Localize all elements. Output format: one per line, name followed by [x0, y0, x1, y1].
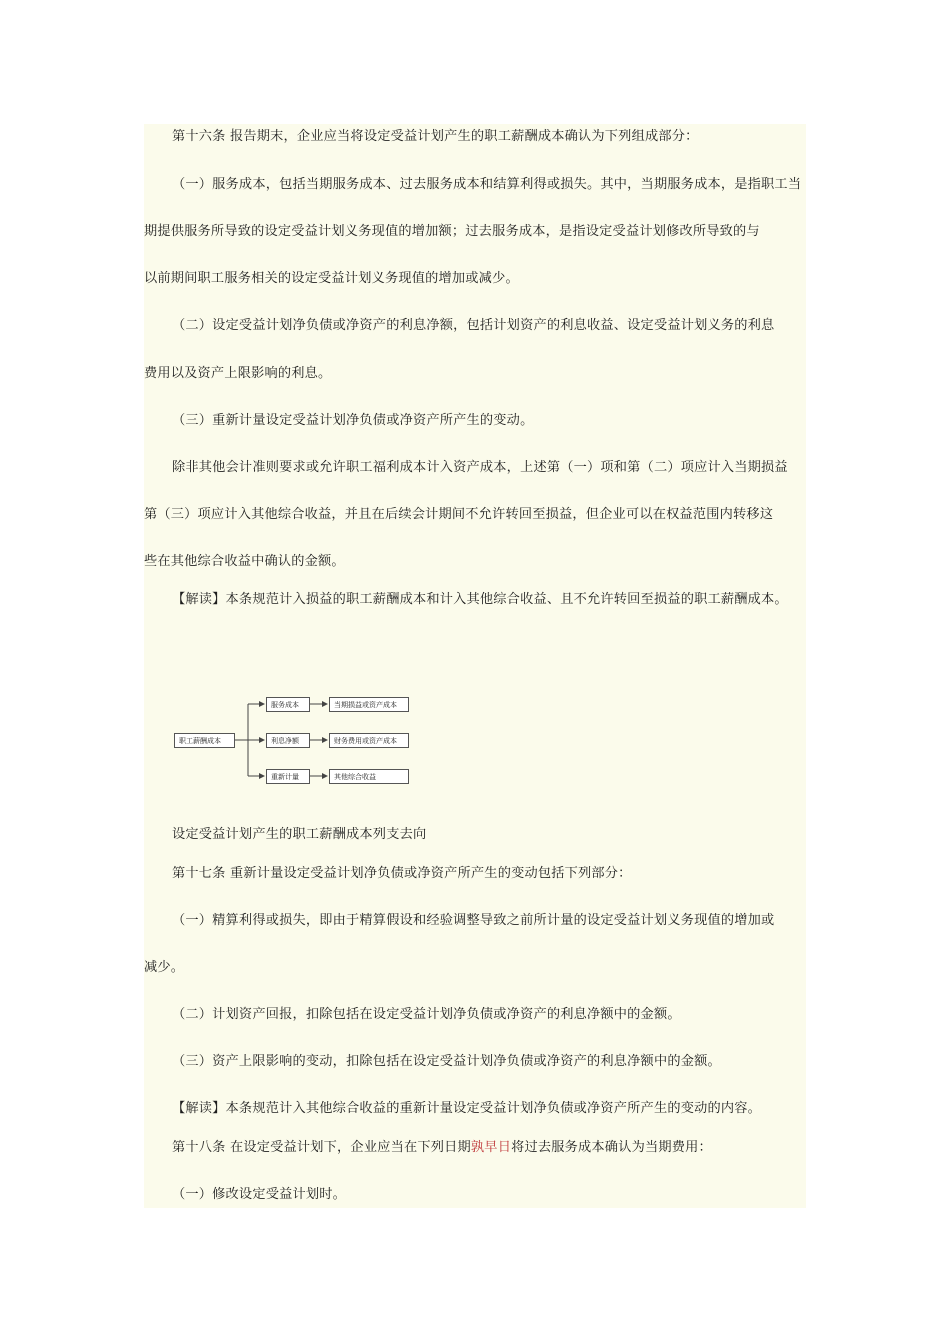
article-17-interpretation: 【解读】本条规范计入其他综合收益的重新计量设定受益计划净负债或净资产所产生的变动的内容。 [172, 1101, 762, 1116]
diagram-target-profit-loss: 当期损益或资产成本 [329, 697, 409, 712]
article-16-item-2-line-2: 费用以及资产上限影响的利息。 [144, 366, 332, 381]
article-16-item-1-line-1: （一）服务成本，包括当期服务成本、过去服务成本和结算利得或损失。其中，当期服务成本，是指职工当 [172, 177, 802, 192]
article-16-para-line-1: 除非其他会计准则要求或允许职工福利成本计入资产成本，上述第（一）项和第（二）项应计入当期损益 [172, 460, 788, 475]
article-17-item-1-line-2: 减少。 [144, 960, 185, 975]
article-18-item-1: （一）修改设定受益计划时。 [172, 1187, 347, 1202]
diagram-branch-net-interest: 利息净额 [266, 733, 310, 748]
article-18-heading [172, 1139, 712, 1157]
article-18-heading-pre: 第十八条 在设定受益计划下，企业应当在下列日期 [172, 1140, 471, 1155]
diagram-target-oci: 其他综合收益 [329, 769, 409, 784]
article-17-item-2: （二）计划资产回报，扣除包括在设定受益计划净负债或净资产的利息净额中的金额。 [172, 1007, 681, 1022]
article-16-para-line-2: 第（三）项应计入其他综合收益，并且在后续会计期间不允许转回至损益，但企业可以在权益范围内转移这 [144, 507, 774, 522]
document-page [144, 124, 806, 1208]
article-16-item-3: （三）重新计量设定受益计划净负债或净资产所产生的变动。 [172, 413, 534, 428]
diagram-caption: 设定受益计划产生的职工薪酬成本列支去向 [172, 827, 427, 842]
article-16-item-1-line-2: 期提供服务所导致的设定受益计划义务现值的增加额；过去服务成本，是指设定受益计划修改所导致的与 [144, 224, 760, 239]
article-16-interpretation: 【解读】本条规范计入损益的职工薪酬成本和计入其他综合收益、且不允许转回至损益的职工薪酬成本。 [172, 592, 788, 607]
article-17-item-1-line-1: （一）精算利得或损失，即由于精算假设和经验调整导致之前所计量的设定受益计划义务现值的增加或 [172, 913, 775, 928]
article-16-item-2-line-1: （二）设定受益计划净负债或净资产的利息净额，包括计划资产的利息收益、设定受益计划义务的利息 [172, 318, 775, 333]
diagram-root-box: 职工薪酬成本 [174, 733, 235, 748]
article-16-heading: 第十六条 报告期末，企业应当将设定受益计划产生的职工薪酬成本确认为下列组成部分： [172, 129, 699, 144]
article-16-item-1-line-3: 以前期间职工服务相关的设定受益计划义务现值的增加或减少。 [144, 271, 519, 286]
article-17-item-3: （三）资产上限影响的变动，扣除包括在设定受益计划净负债或净资产的利息净额中的金额。 [172, 1054, 721, 1069]
article-18-heading-post: 将过去服务成本确认为当期费用： [511, 1140, 712, 1155]
diagram-branch-service-cost: 服务成本 [266, 697, 310, 712]
diagram-target-finance-expense: 财务费用或资产成本 [329, 733, 409, 748]
article-16-para-line-3: 些在其他综合收益中确认的金额。 [144, 554, 345, 569]
article-18-heading-highlight: 孰早日 [470, 1140, 512, 1155]
cost-flow-diagram [172, 696, 414, 792]
diagram-branch-remeasurement: 重新计量 [266, 769, 310, 784]
article-17-heading: 第十七条 重新计量设定受益计划净负债或净资产所产生的变动包括下列部分： [172, 866, 632, 881]
